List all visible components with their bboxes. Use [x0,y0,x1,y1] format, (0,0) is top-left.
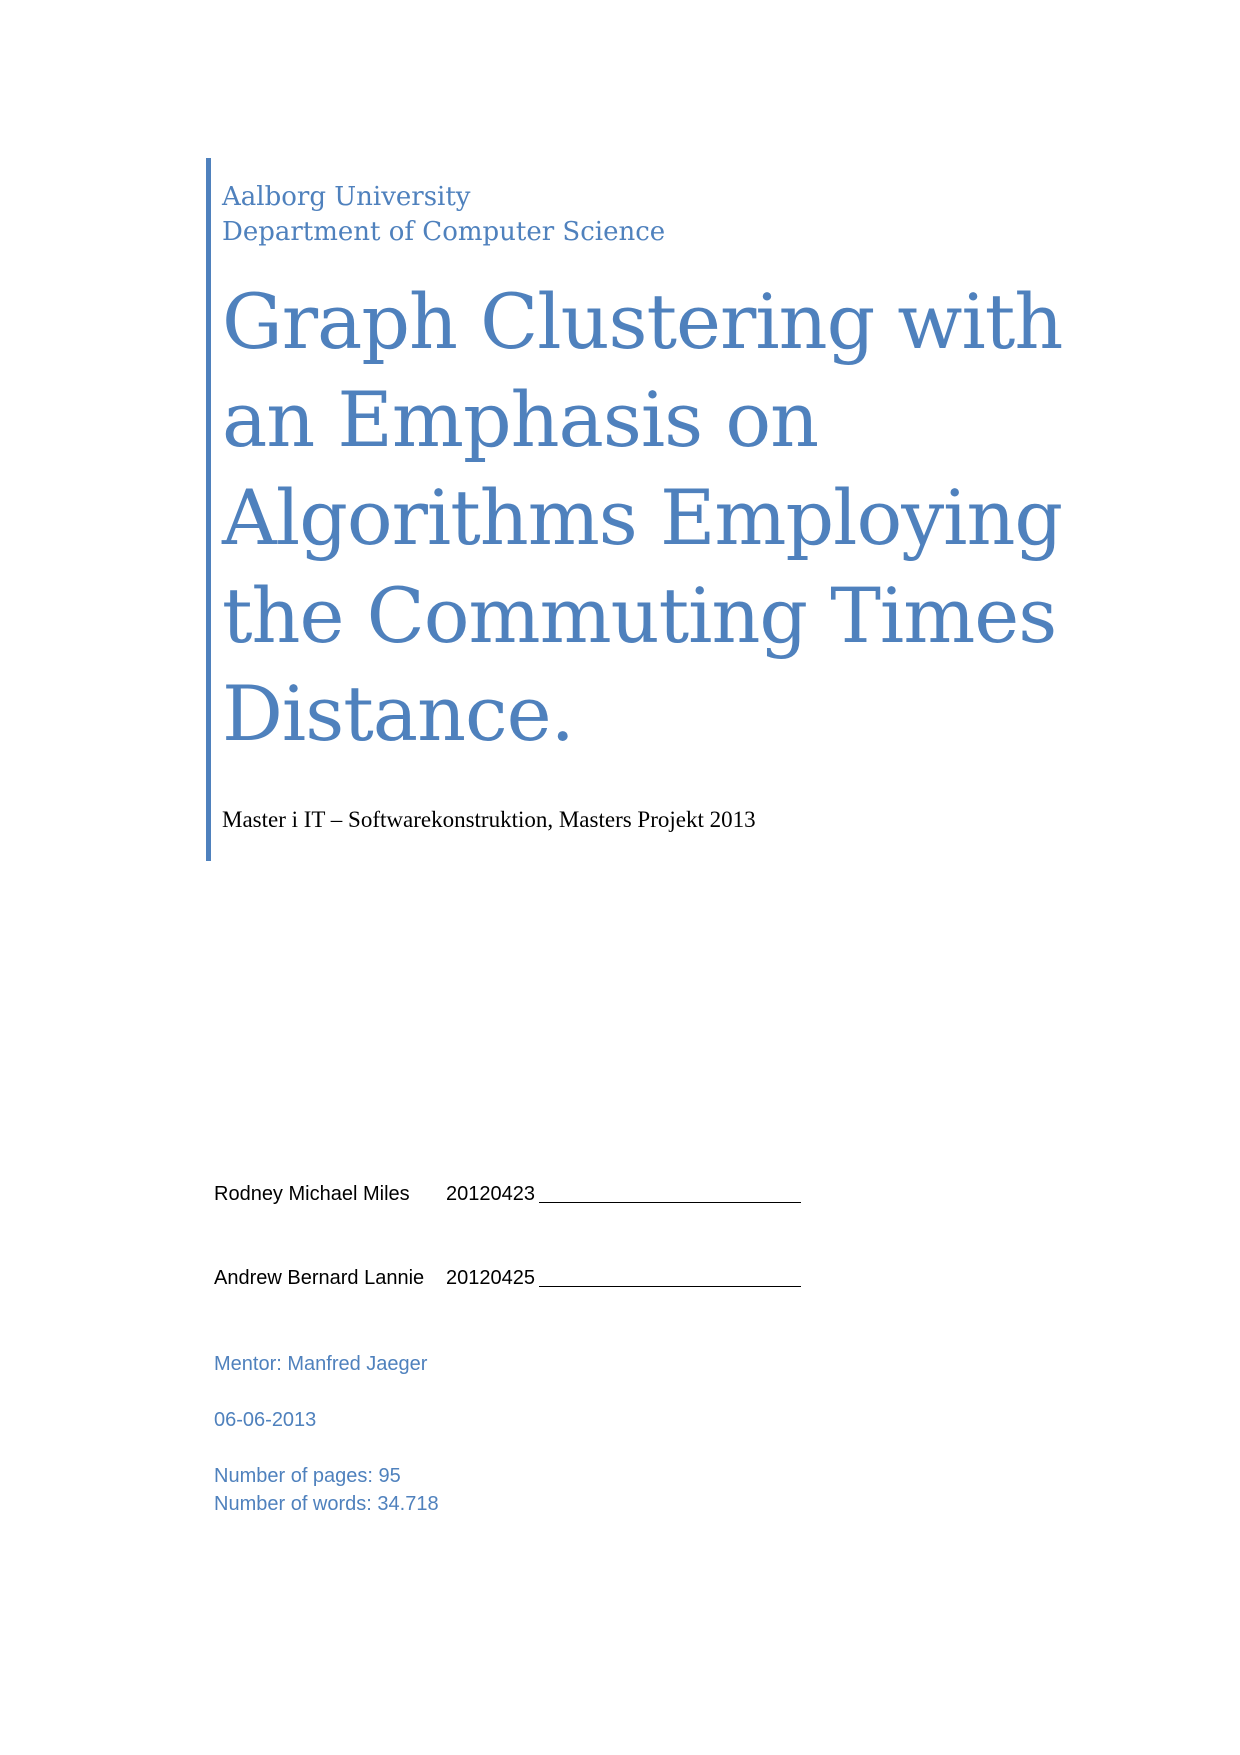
author-row [214,1180,914,1208]
author-name: Andrew Bernard Lannie [214,1267,425,1289]
student-id: 20120423 [446,1183,535,1205]
author-row [214,1264,914,1292]
title-line-1: Graph Clustering with [222,277,1063,366]
student-id: 20120425 [446,1267,535,1289]
thesis-title [222,273,1122,763]
date-label: 06-06-2013 [214,1409,317,1431]
department-name: Department of Computer Science [222,217,666,247]
title-block [222,180,1122,835]
signature-line [539,1264,801,1287]
title-line-5: Distance. [222,669,574,758]
title-line-4: the Commuting Times [222,571,1057,660]
university-name: Aalborg University [222,182,471,212]
title-line-2: an Emphasis on [222,375,819,464]
title-line-3: Algorithms Employing [222,473,1063,562]
mentor-label: Mentor: Manfred Jaeger [214,1353,428,1375]
author-name: Rodney Michael Miles [214,1183,410,1205]
program-subtitle: Master i IT – Softwarekonstruktion, Masters Projekt 2013 [222,807,756,832]
page-count: Number of pages: 95 [214,1465,401,1487]
accent-rule [206,158,211,861]
document-meta [214,1350,439,1518]
author-list [214,1180,914,1292]
signature-line [539,1180,801,1203]
word-count: Number of words: 34.718 [214,1493,439,1515]
